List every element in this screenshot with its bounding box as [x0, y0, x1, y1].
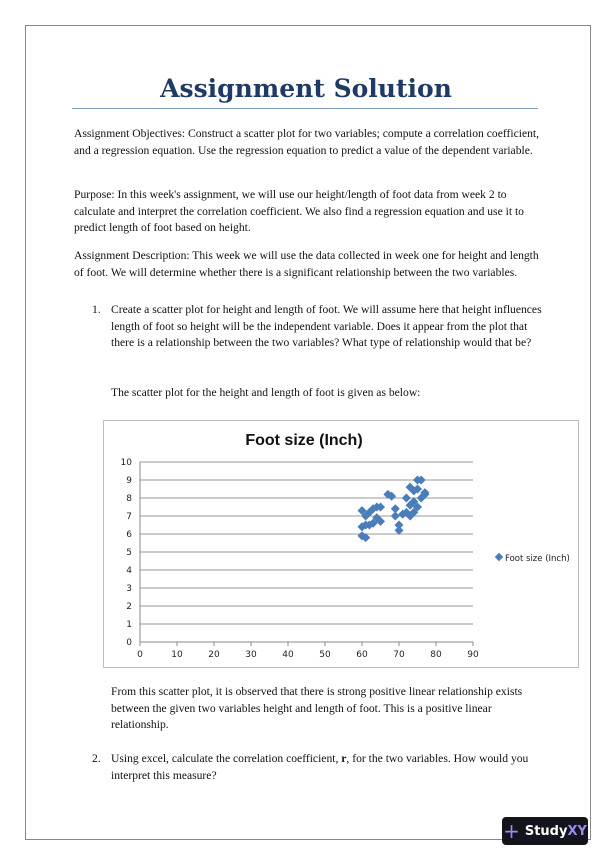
text-part: , for the two variables. How would you interpret this measure? [111, 752, 529, 782]
y-tick-label: 4 [126, 566, 132, 576]
purpose-paragraph: Purpose: In this week's assignment, we will use our height/length of foot data from week 2 to calculate and interpret the correlation coefficient. We also find a regression equation and use it to predict length of foot based on height. [74, 188, 524, 234]
scatter-intro [92, 385, 542, 402]
brand-xy: XY [567, 823, 587, 839]
legend-label: Foot size (Inch) [505, 554, 570, 564]
x-tick-label: 80 [430, 650, 442, 660]
y-tick-label: 2 [126, 602, 132, 612]
y-tick-label: 10 [120, 458, 132, 468]
scatter-chart [103, 420, 579, 668]
brand-name: Study [524, 823, 568, 839]
plus-icon: + [503, 819, 520, 843]
title-divider [72, 108, 538, 109]
list-number: 1. [92, 303, 101, 316]
x-tick-label: 30 [245, 650, 257, 660]
scatter-intro-text: The scatter plot for the height and length of foot is given as below: [111, 386, 421, 399]
list-item-1 [92, 302, 542, 352]
text-part: Using excel, calculate the correlation coefficient, [111, 752, 342, 765]
bold-r: r [341, 752, 347, 765]
legend [495, 553, 570, 564]
scatter-conclusion-text: From this scatter plot, it is observed that there is strong positive linear relationship exists between the given two variables height and length of foot. This is a positive linear relationship. [111, 685, 523, 731]
x-tick-label: 0 [137, 650, 143, 660]
list-text [111, 751, 542, 784]
y-tick-label: 9 [126, 476, 132, 486]
x-tick-label: 20 [208, 650, 220, 660]
list-number: 2. [92, 752, 101, 765]
data-point [402, 493, 411, 502]
x-tick-label: 60 [356, 650, 368, 660]
legend-marker [495, 553, 503, 561]
chart-svg [104, 421, 578, 667]
objectives-paragraph: Assignment Objectives: Construct a scatter plot for two variables; compute a correlation coefficient, and a regression equation. Use the regression equation to predict a value of the dependent variable. [74, 127, 540, 157]
y-tick-label: 3 [126, 584, 132, 594]
x-tick-label: 50 [319, 650, 331, 660]
scatter-conclusion [92, 684, 542, 734]
x-tick-label: 70 [393, 650, 405, 660]
x-tick-label: 90 [467, 650, 479, 660]
page-title: Assignment Solution [160, 74, 452, 103]
y-tick-label: 7 [126, 512, 132, 522]
y-tick-label: 6 [126, 530, 132, 540]
data-point [391, 511, 400, 520]
x-tick-label: 40 [282, 650, 294, 660]
chart-title: Foot size (Inch) [245, 432, 363, 449]
y-tick-label: 0 [126, 638, 132, 648]
y-tick-label: 5 [126, 548, 132, 558]
y-tick-label: 8 [126, 494, 132, 504]
y-tick-label: 1 [126, 620, 132, 630]
description-paragraph: Assignment Description: This week we will use the data collected in week one for height and length of foot. We will determine whether there is a significant relationship between the two variables. [74, 249, 539, 279]
studyxy-logo [502, 817, 588, 845]
list-item-2 [92, 751, 542, 784]
x-tick-label: 10 [171, 650, 183, 660]
list-text: Create a scatter plot for height and length of foot. We will assume here that height influences length of foot so height will be the independent variable. Does it appear from the plot that there is a relationship between the two variables? What type of relationship would that be? [111, 303, 542, 349]
